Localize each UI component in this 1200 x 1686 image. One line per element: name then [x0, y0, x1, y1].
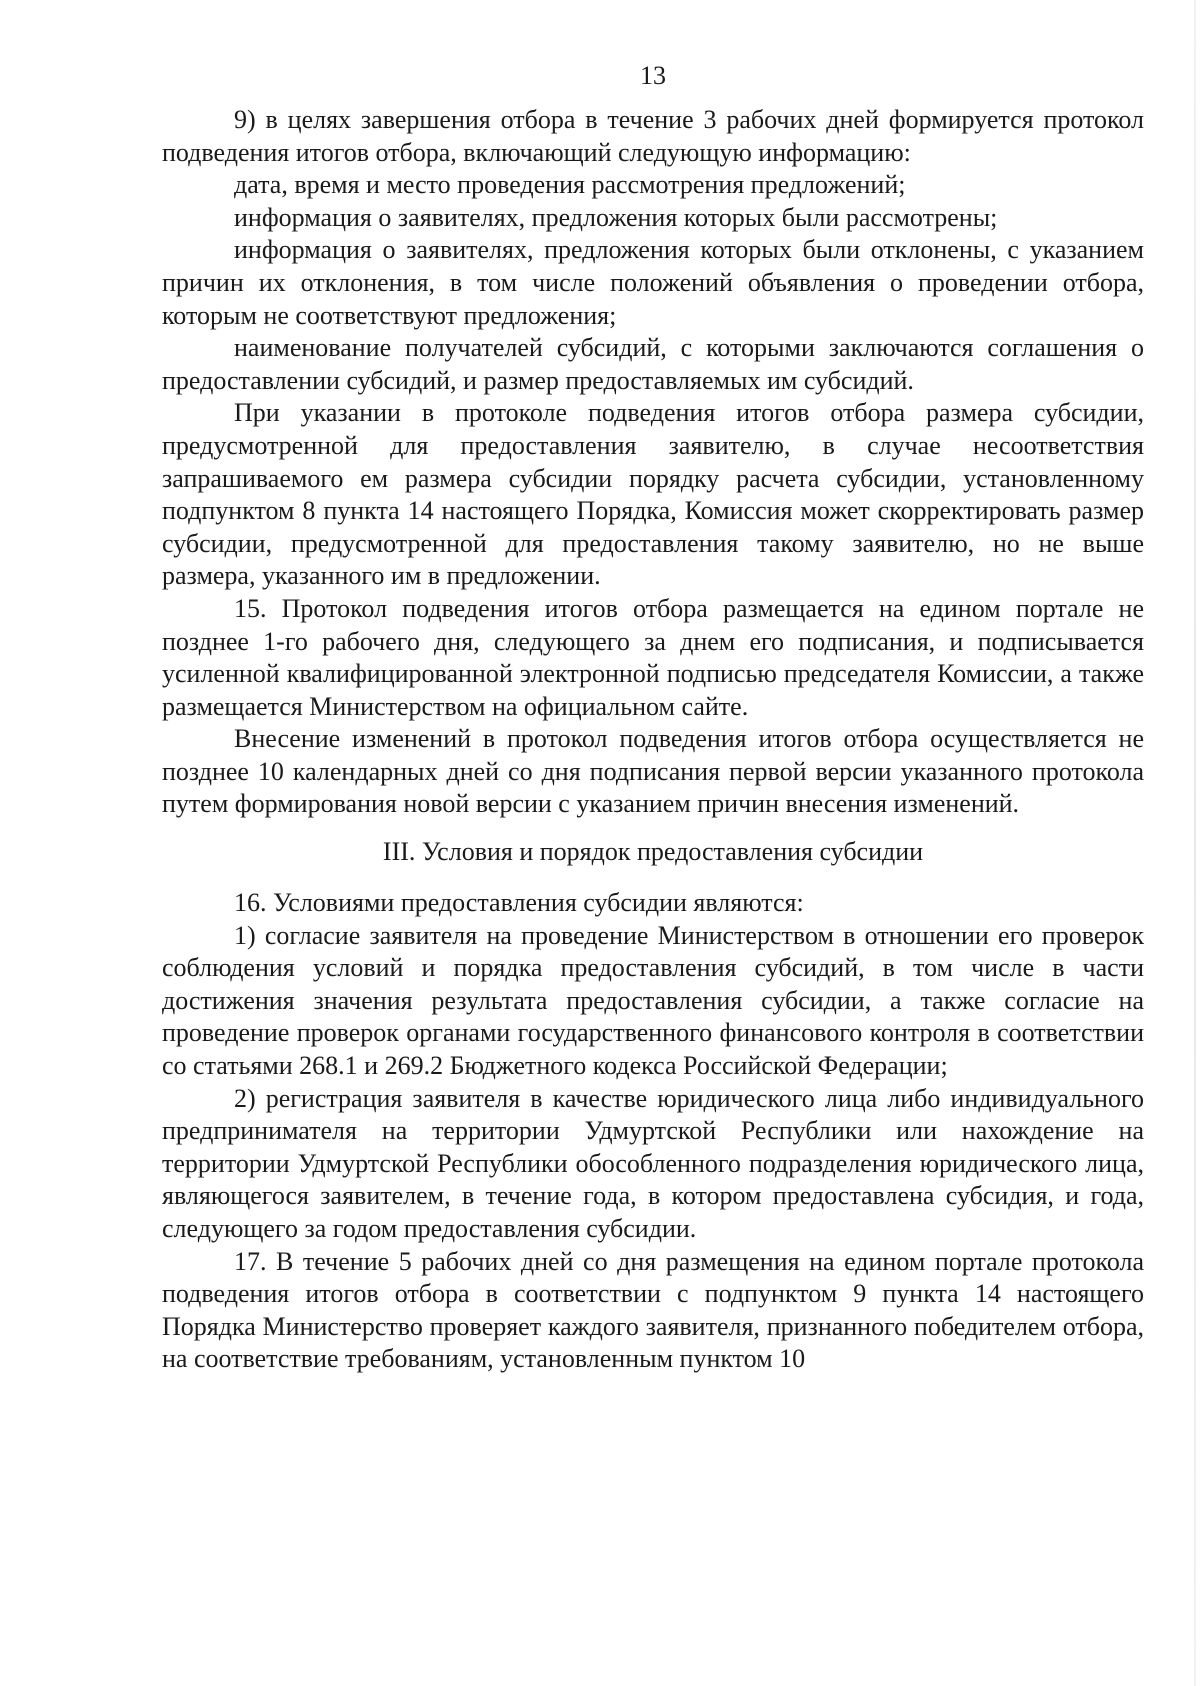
paragraph-protocol-rejected: информация о заявителях, предложения которых были отклонены, с указанием причин их отклонения, в том числе положений объявления о проведении отбора, которым не соответствуют предложения;	[162, 235, 1144, 330]
scan-edge	[1194, 0, 1196, 1686]
paragraph-item-15: 15. Протокол подведения итогов отбора размещается на едином портале не позднее 1-го рабочего дня, следующего за днем его подписания, и подписывается усиленной квалифицированной электронной подписью председателя Комиссии, а также размещается Министерством на официальном сайте.	[162, 593, 1144, 721]
paragraph-protocol-changes: Внесение изменений в протокол подведения итогов отбора осуществляется не позднее 10 календарных дней со дня подписания первой версии указанного протокола путем формирования новой версии с указанием причин внесения изменений.	[162, 724, 1144, 819]
paragraph-protocol-date: дата, время и место проведения рассмотрения предложений;	[234, 170, 906, 200]
page-number: 13	[640, 61, 666, 90]
section-body-after-heading	[162, 887, 1144, 1376]
paragraph-condition-1: 1) согласие заявителя на проведение Министерством в отношении его проверок соблюдения условий и порядка предоставления субсидий, в том числе в части достижения значения результата предоставления субсидии, а также согласие на проведение проверок органами государственного финансового контроля в соответствии со статьями 268.1 и 269.2 Бюджетного кодекса Российской Федерации;	[162, 920, 1144, 1081]
paragraph-protocol-recipients: наименование получателей субсидий, с которыми заключаются соглашения о предоставлении субсидий, и размер предоставляемых им субсидий.	[162, 333, 1144, 395]
paragraph-item-17: 17. В течение 5 рабочих дней со дня размещения на едином портале протокола подведения итогов отбора в соответствии с подпунктом 9 пункта 14 настоящего Порядка Министерство проверяет каждого заявителя, признанного победителем отбора, на соответствие требованиям, установленным пунктом 10	[162, 1246, 1144, 1374]
paragraph-item-16: 16. Условиями предоставления субсидии являются:	[234, 888, 804, 918]
paragraph-condition-2: 2) регистрация заявителя в качестве юридического лица либо индивидуального предпринимателя на территории Удмуртской Республики или нахождение на территории Удмуртской Республики обособленного подразделения юридического лица, являющегося заявителем, в течение года, в котором предоставлена субсидия, и года, следующего за годом предоставления субсидии.	[162, 1083, 1144, 1243]
section-body-before-heading	[162, 104, 1144, 821]
section-heading: III. Условия и порядок предоставления субсидии	[382, 837, 924, 867]
paragraph-protocol-considered: информация о заявителях, предложения которых были рассмотрены;	[234, 202, 998, 232]
document-page	[162, 56, 1144, 1376]
paragraph-subsidy-adjustment: При указании в протоколе подведения итогов отбора размера субсидии, предусмотренной для предоставления заявителю, в случае несоответствия запрашиваемого ем размера субсидии порядку расчета субсидии, установленному подпунктом 8 пункта 14 настоящего Порядка, Комиссия может скорректировать размер субсидии, предусмотренной для предоставления такому заявителю, но не выше размера, указанного им в предложении.	[162, 398, 1144, 591]
paragraph-item-9: 9) в целях завершения отбора в течение 3 рабочих дней формируется протокол подведения итогов отбора, включающий следующую информацию:	[162, 105, 1144, 167]
